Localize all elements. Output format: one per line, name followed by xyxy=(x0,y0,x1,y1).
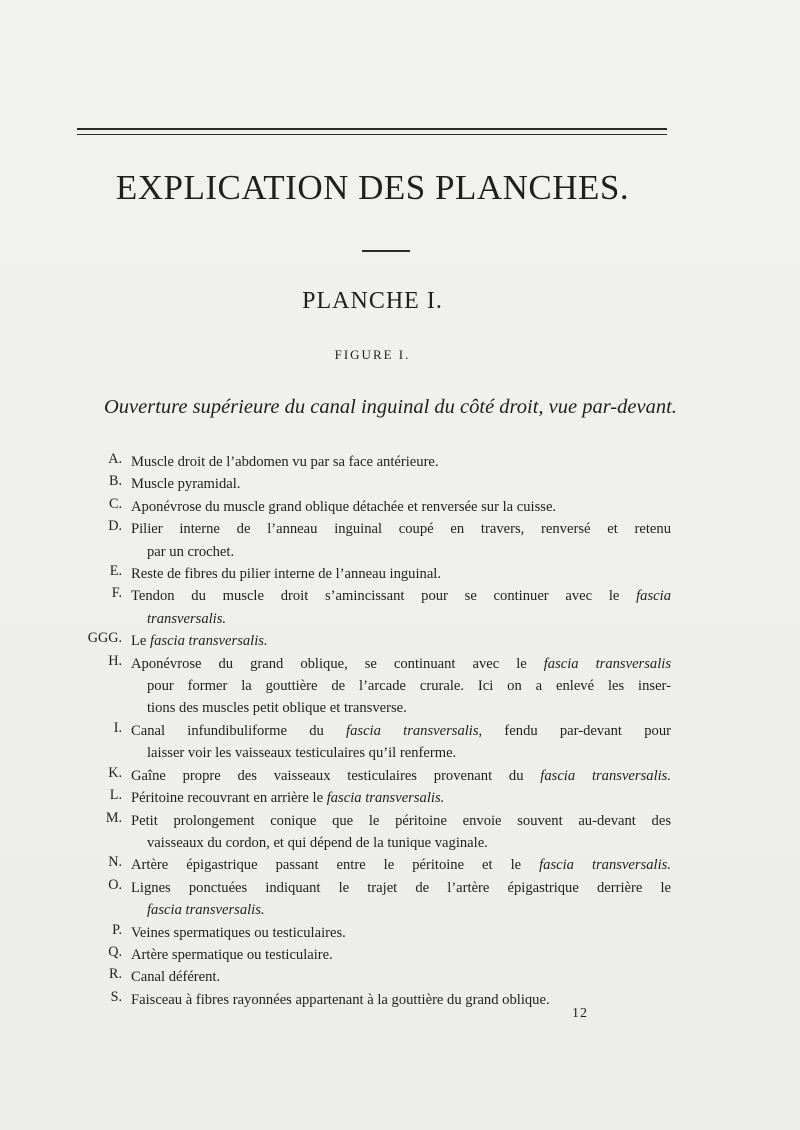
legend-entry-s xyxy=(0,989,800,1011)
legend-entry-i xyxy=(0,720,800,765)
legend-text-cont: pour former la gouttière de l’arcade crurale. Ici on a enlevé les inser- xyxy=(147,678,671,695)
legend-italic: fascia transversalis. xyxy=(150,633,268,650)
legend-text-row xyxy=(0,720,671,742)
legend-entry-k xyxy=(0,765,800,787)
legend-key: B. xyxy=(108,473,122,490)
legend-italic: fascia xyxy=(636,588,671,605)
legend-key: H. xyxy=(108,652,122,669)
page-number: 12 xyxy=(572,1006,588,1021)
legend-key: I. xyxy=(113,719,122,736)
legend-text: Le xyxy=(131,633,151,650)
legend-entry-d xyxy=(0,518,800,563)
legend-entry-l xyxy=(0,787,800,809)
header-rule-thin xyxy=(77,134,667,135)
legend-text: Reste de fibres du pilier interne de l’anneau inguinal. xyxy=(131,566,442,583)
legend-italic: fascia transversalis xyxy=(346,722,479,739)
legend-entry-q xyxy=(0,944,800,966)
legend-text-row xyxy=(0,653,671,675)
legend-entry-m xyxy=(0,810,800,855)
legend-entry-h xyxy=(0,653,800,720)
legend-text-cont: vaisseaux du cordon, et qui dépend de la tunique vaginale. xyxy=(147,834,488,851)
legend-text-row xyxy=(0,854,671,876)
plate-heading: PLANCHE I. xyxy=(302,288,443,314)
title-divider xyxy=(362,250,410,252)
legend-italic: fascia transversalis. xyxy=(539,857,671,874)
legend-text-row xyxy=(0,765,671,787)
legend-key: S. xyxy=(110,988,122,1005)
legend-key: Q. xyxy=(108,943,122,960)
legend-text: Lignes ponctuées indiquant le trajet de l’artère épigastrique derrière le xyxy=(131,879,671,896)
legend-text: Muscle pyramidal. xyxy=(131,476,241,493)
legend-text: , fendu par-devant pour xyxy=(478,722,671,739)
legend-key: C. xyxy=(108,495,122,512)
figure-heading: FIGURE I. xyxy=(334,347,411,362)
legend-text: Canal infundibuliforme du xyxy=(131,722,347,739)
legend-entry-c xyxy=(0,496,800,518)
legend-list xyxy=(0,451,800,1011)
legend-key: R. xyxy=(108,966,122,983)
legend-text: Artère épigastrique passant entre le péritoine et le xyxy=(131,857,540,874)
legend-entry-b xyxy=(0,473,800,495)
legend-text: Aponévrose du grand oblique, se continuant avec le xyxy=(131,655,527,672)
header-rule xyxy=(77,128,667,130)
legend-text: Canal déférent. xyxy=(131,969,221,986)
legend-text-cont: par un crochet. xyxy=(147,543,235,560)
legend-text-row xyxy=(0,585,671,607)
legend-text-row xyxy=(0,787,671,809)
legend-text: Gaîne propre des vaisseaux testiculaires provenant du xyxy=(131,767,541,784)
legend-entry-n xyxy=(0,854,800,876)
legend-text-cont: tions des muscles petit oblique et transverse. xyxy=(147,700,407,717)
legend-text-cont: transversalis. xyxy=(147,610,227,627)
legend-key: P. xyxy=(112,921,122,938)
legend-entry-r xyxy=(0,966,800,988)
legend-entry-p xyxy=(0,922,800,944)
legend-text-row xyxy=(0,630,671,652)
legend-text: Artère spermatique ou testiculaire. xyxy=(131,946,333,963)
legend-key: F. xyxy=(111,585,122,602)
page-title: EXPLICATION DES PLANCHES. xyxy=(115,168,630,207)
legend-text-cont: fascia transversalis. xyxy=(147,902,265,919)
legend-italic: fascia transversalis. xyxy=(326,790,445,807)
legend-entry-a xyxy=(0,451,800,473)
legend-key: E. xyxy=(109,563,122,580)
legend-entry-ggg xyxy=(0,630,800,652)
legend-key: D. xyxy=(108,518,122,535)
legend-key: L. xyxy=(109,787,122,804)
legend-key: A. xyxy=(108,451,122,467)
legend-text: Aponévrose du muscle grand oblique détachée et renversée sur la cuisse. xyxy=(131,498,557,515)
legend-text: Veines spermatiques ou testiculaires. xyxy=(131,924,346,941)
legend-entry-e xyxy=(0,563,800,585)
legend-entry-o xyxy=(0,877,800,922)
legend-key: M. xyxy=(105,809,122,826)
legend-entry-f xyxy=(0,585,800,630)
legend-text: Tendon du muscle droit s’amincissant pour se continuer avec le xyxy=(131,588,620,605)
figure-caption: Ouverture supérieure du canal inguinal du côté droit, vue par-devant. xyxy=(104,396,677,418)
legend-italic: fascia transversalis xyxy=(543,655,671,672)
legend-text-cont: laisser voir les vaisseaux testiculaires qu’il renferme. xyxy=(147,745,457,762)
legend-key: N. xyxy=(108,854,122,871)
legend-text: Petit prolongement conique que le péritoine envoie souvent au-devant des xyxy=(131,812,671,829)
legend-text: Péritoine recouvrant en arrière le xyxy=(131,790,327,807)
legend-key: O. xyxy=(108,876,122,893)
legend-key: GGG. xyxy=(87,630,122,647)
legend-key: K. xyxy=(108,764,122,781)
legend-text: Faisceau à fibres rayonnées appartenant à la gouttière du grand oblique. xyxy=(131,991,550,1008)
legend-italic: fascia transversalis. xyxy=(540,767,671,784)
legend-text: Pilier interne de l’anneau inguinal coupé en travers, renversé et retenu xyxy=(131,521,671,538)
legend-text: Muscle droit de l’abdomen vu par sa face antérieure. xyxy=(131,454,439,470)
